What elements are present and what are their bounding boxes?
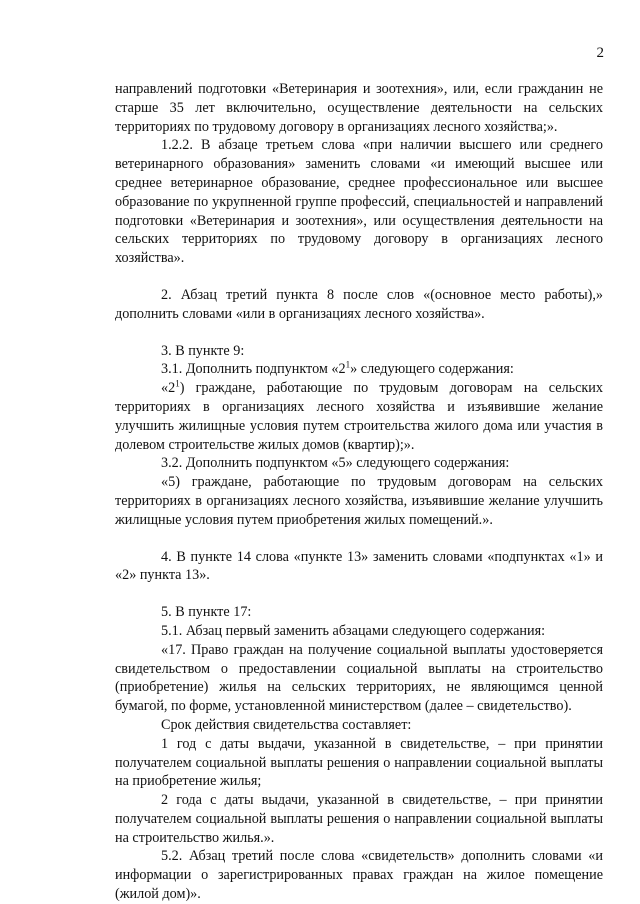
superscript: 1 xyxy=(175,378,180,389)
paragraph: 5.1. Абзац первый заменить абзацами следующего содержания: xyxy=(161,622,546,639)
text-run: «2 xyxy=(161,380,176,397)
paragraph: 5. В пункте 17: xyxy=(161,604,252,621)
paragraph xyxy=(115,360,603,379)
paragraph: «17. Право граждан на получение социальной выплаты удостоверяется свидетельством о предоставлении социальной выплаты на строительство (приобретение) жилья на сельских территориях, не являющимся ценной бумагой, по форме, установленной министерством (далее – свидетельство). xyxy=(115,641,603,715)
paragraph: 3. В пункте 9: xyxy=(161,342,245,359)
spacer xyxy=(115,324,603,342)
paragraph: Срок действия свидетельства составляет: xyxy=(161,716,412,733)
paragraph: «5) граждане, работающие по трудовым договорам на сельских территориях в организациях лесного хозяйства, изъявившие желание улучшить жилищные условия путем приобретения жилых помещений.». xyxy=(115,474,603,528)
spacer xyxy=(115,268,603,286)
text-run: 3.1. Дополнить подпунктом «2 xyxy=(161,361,346,378)
paragraph: направлений подготовки «Ветеринария и зоотехния», или, если гражданин не старше 35 лет включительно, осуществление деятельности на сельских территориях по трудовому договору в организациях лесного хозяйства;». xyxy=(115,81,603,135)
paragraph: 1.2.2. В абзаце третьем слова «при наличии высшего или среднего ветеринарного образования» заменить словами «и имеющий высшее или среднее ветеринарное образование, среднее профессиональное или высшее образование по укрупненной группе профессий, специальностей и направлений подготовки «Ветеринария и зоотехния», или осуществления деятельности на сельских территориях по трудовому договору в организациях лесного хозяйства». xyxy=(115,137,603,267)
spacer xyxy=(115,585,603,603)
superscript: 1 xyxy=(345,359,351,370)
paragraph: 5.2. Абзац третий после слова «свидетельств» дополнить словами «и информации о зарегистрированных правах граждан на жилое помещение (жилой дом)». xyxy=(115,848,603,903)
paragraph: 1 год с даты выдачи, указанной в свидетельстве, – при принятии получателем социальной выплаты решения о направлении социальной выплаты на приобретение жилья; xyxy=(115,735,603,790)
text-run: » следующего содержания: xyxy=(350,361,514,378)
document-body xyxy=(115,80,603,904)
paragraph: 3.2. Дополнить подпунктом «5» следующего содержания: xyxy=(161,455,510,472)
page-number: 2 xyxy=(596,45,604,61)
paragraph: 4. В пункте 14 слова «пункте 13» заменить словами «подпунктах «1» и «2» пункта 13». xyxy=(115,548,603,584)
text-run: ) граждане, работающие по трудовым договорам на сельских территориях в организациях лесного хозяйства и изъявившие желание улучшить жилищные условия путем строительства жилого дома или участия в долевом строительстве жилых домов (квартир);». xyxy=(115,380,603,453)
paragraph: 2. Абзац третий пункта 8 после слов «(основное место работы),» дополнить словами «или в организациях лесного хозяйства». xyxy=(115,286,603,322)
paragraph: 2 года с даты выдачи, указанной в свидетельстве, – при принятии получателем социальной выплаты решения о направлении социальной выплаты на строительство жилья.». xyxy=(115,792,603,846)
spacer xyxy=(115,530,603,548)
paragraph xyxy=(115,379,603,454)
